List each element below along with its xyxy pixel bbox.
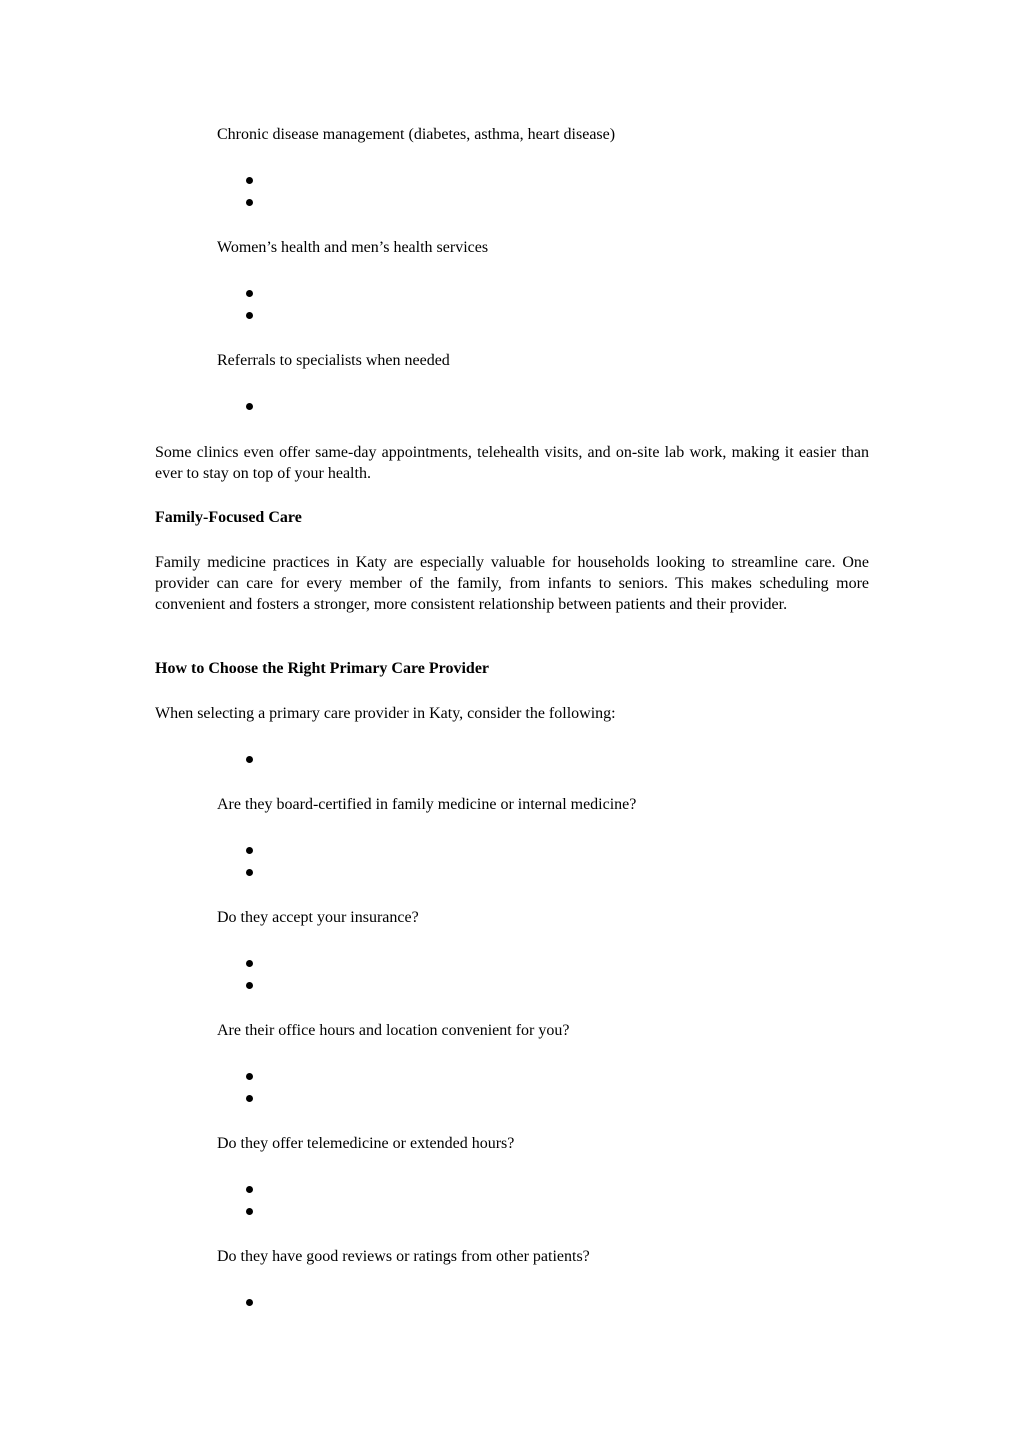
list-item-telemedicine: Do they offer telemedicine or extended hours? [217,1135,515,1152]
bullet-icon [246,290,253,297]
paragraph-choose-intro: When selecting a primary care provider in Katy, consider the following: [155,705,616,722]
bullet-icon [246,1299,253,1306]
bullet-icon [246,1095,253,1102]
bullet-icon [246,847,253,854]
list-item-referrals: Referrals to specialists when needed [217,352,450,369]
bullet-icon [246,1208,253,1215]
bullet-icon [246,177,253,184]
list-item-chronic-disease: Chronic disease management (diabetes, asthma, heart disease) [217,126,616,143]
bullet-icon [246,756,253,763]
list-item-gender-health: Women’s health and men’s health services [217,239,489,256]
paragraph-family-medicine: Family medicine practices in Katy are especially valuable for households looking to streamline care. One provider can care for every member of the family, from infants to seniors. This makes scheduling more convenient and fosters a stronger, more consistent relationship between patients and their provider. [155,554,869,613]
bullet-icon [246,1186,253,1193]
list-item-office-hours: Are their office hours and location convenient for you? [217,1022,570,1039]
bullet-icon [246,199,253,206]
bullet-icon [246,403,253,410]
bullet-icon [246,312,253,319]
bullet-icon [246,982,253,989]
heading-choose-provider: How to Choose the Right Primary Care Provider [155,660,490,677]
list-item-reviews: Do they have good reviews or ratings from other patients? [217,1248,590,1265]
heading-family-focused-care: Family-Focused Care [155,509,302,526]
bullet-icon [246,869,253,876]
list-item-insurance: Do they accept your insurance? [217,909,419,926]
bullet-icon [246,1073,253,1080]
list-item-board-certified: Are they board-certified in family medicine or internal medicine? [217,796,637,813]
bullet-icon [246,960,253,967]
paragraph-clinics: Some clinics even offer same-day appointments, telehealth visits, and on-site lab work, making it easier than ever to stay on top of your health. [155,444,869,482]
